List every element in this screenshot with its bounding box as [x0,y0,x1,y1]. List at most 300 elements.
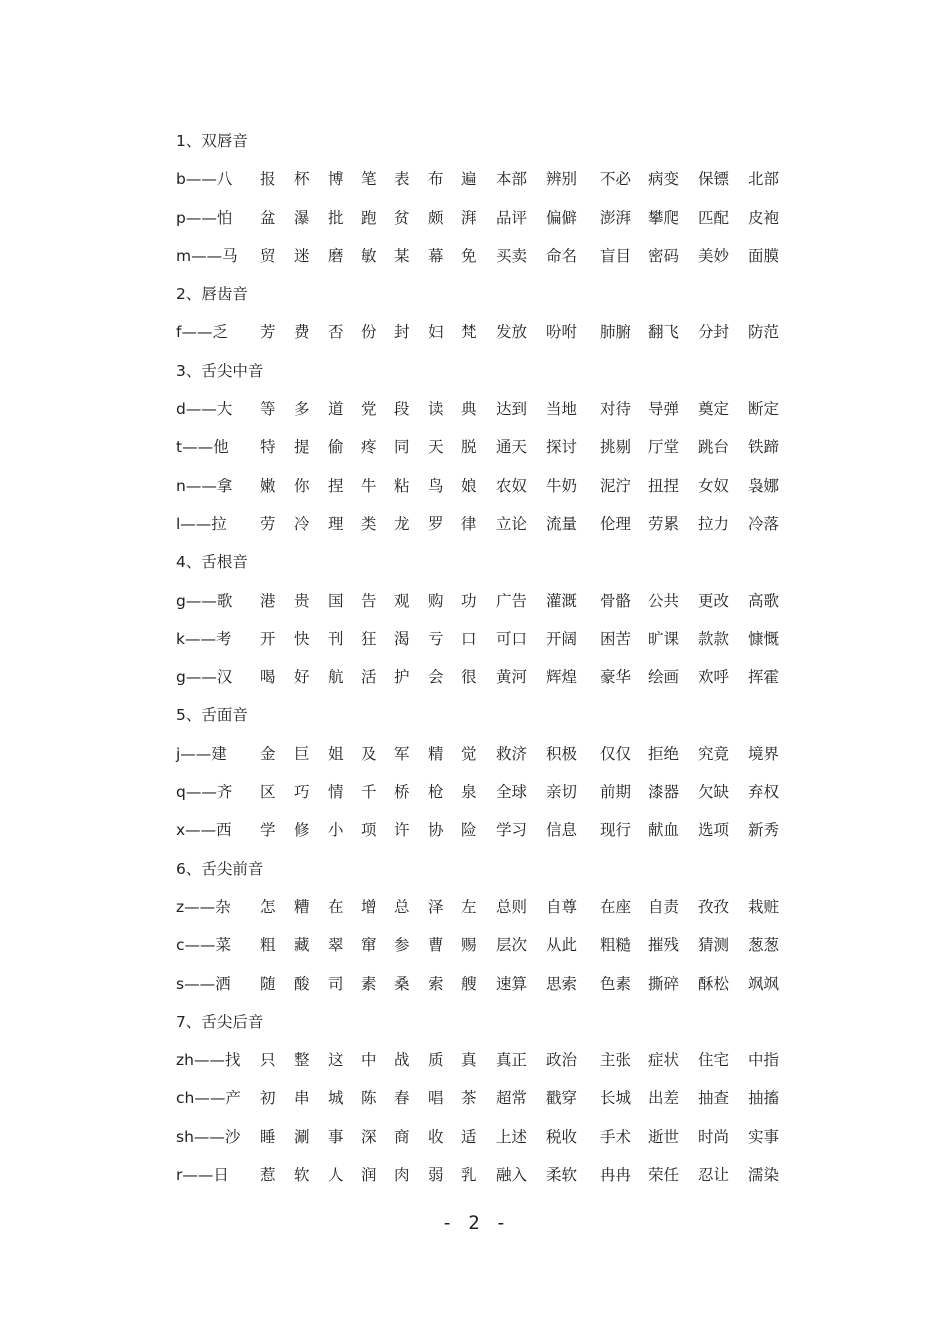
example-char: 盆 [260,208,276,227]
example-word: 品评 [496,208,528,227]
example-char: 适 [461,1127,477,1146]
example-word: 戳穿 [546,1089,578,1108]
example-char: 遍 [461,170,477,189]
pinyin-row [176,620,816,658]
example-char: 巨 [294,744,310,763]
example-word: 时尚 [698,1127,730,1146]
example-char: 喝 [260,668,276,687]
example-char: 串 [294,1089,310,1108]
example-char: 肉 [394,1166,410,1185]
pinyin-row [176,582,816,620]
example-word: 辨别 [546,170,578,189]
example-char: 偷 [328,438,344,457]
example-word: 猜测 [698,936,730,955]
example-char: 会 [428,668,444,687]
example-char: 粗 [260,936,276,955]
example-char: 协 [428,821,444,840]
section-heading: 4、舌根音 [176,553,248,572]
example-char: 军 [394,744,410,763]
example-char: 真 [461,1051,477,1070]
example-char: 口 [461,629,477,648]
example-word: 住宅 [698,1051,730,1070]
example-char: 巧 [294,783,310,802]
example-char: 艘 [461,974,477,993]
example-char: 整 [294,1051,310,1070]
example-word: 全球 [496,783,528,802]
example-char: 泉 [461,783,477,802]
example-word: 速算 [496,974,528,993]
example-word: 抽搐 [748,1089,780,1108]
example-word: 柔软 [546,1166,578,1185]
example-char: 贵 [294,591,310,610]
example-word: 救济 [496,744,528,763]
example-word: 总则 [496,897,528,916]
example-word: 保镖 [698,170,730,189]
pinyin-row [176,237,816,275]
example-word: 亲切 [546,783,578,802]
example-char: 博 [328,170,344,189]
example-char: 渴 [394,629,410,648]
example-char: 窜 [361,936,377,955]
example-char: 党 [361,400,377,419]
example-char: 特 [260,438,276,457]
example-word: 澎湃 [600,208,632,227]
example-word: 广告 [496,591,528,610]
example-word: 拒绝 [648,744,680,763]
example-char: 国 [328,591,344,610]
pinyin-row [176,160,816,198]
example-char: 随 [260,974,276,993]
example-word: 飒飒 [748,974,780,993]
example-char: 素 [361,974,377,993]
example-char: 冷 [294,514,310,533]
example-word: 可口 [496,629,528,648]
example-char: 很 [461,668,477,687]
example-word: 上述 [496,1127,528,1146]
example-word: 农奴 [496,476,528,495]
example-char: 瀑 [294,208,310,227]
example-char: 迷 [294,246,310,265]
example-word: 融入 [496,1166,528,1185]
example-char: 港 [260,591,276,610]
example-word: 探讨 [546,438,578,457]
pinyin-row [176,965,816,1003]
example-word: 献血 [648,821,680,840]
example-word: 学习 [496,821,528,840]
example-word: 冉冉 [600,1166,632,1185]
example-char: 某 [394,246,410,265]
example-word: 真正 [496,1051,528,1070]
example-word: 攀爬 [648,208,680,227]
example-word: 现行 [600,821,632,840]
initial-prefix: n——拿 [176,476,233,495]
example-word: 肺腑 [600,323,632,342]
example-word: 手术 [600,1127,632,1146]
initial-prefix: j——建 [176,744,227,763]
example-word: 政治 [546,1051,578,1070]
example-word: 酥松 [698,974,730,993]
example-word: 葱葱 [748,936,780,955]
example-char: 妇 [428,323,444,342]
example-char: 中 [361,1051,377,1070]
pinyin-row [176,313,816,351]
example-word: 款款 [698,629,730,648]
example-char: 枪 [428,783,444,802]
example-word: 命名 [546,246,578,265]
example-char: 在 [328,897,344,916]
pinyin-row [176,811,816,849]
example-word: 通天 [496,438,528,457]
section-heading: 5、舌面音 [176,706,248,725]
example-word: 仅仅 [600,744,632,763]
example-word: 逝世 [648,1127,680,1146]
example-char: 等 [260,400,276,419]
pinyin-row [176,467,816,505]
example-char: 读 [428,400,444,419]
example-word: 对待 [600,400,632,419]
section-heading: 2、唇齿音 [176,285,248,304]
example-char: 段 [394,400,410,419]
example-char: 梵 [461,323,477,342]
example-word: 立论 [496,514,528,533]
example-char: 险 [461,821,477,840]
example-char: 幕 [428,246,444,265]
example-char: 弱 [428,1166,444,1185]
example-word: 女奴 [698,476,730,495]
example-char: 茶 [461,1089,477,1108]
example-char: 贫 [394,208,410,227]
example-char: 增 [361,897,377,916]
pinyin-row [176,735,816,773]
example-word: 流量 [546,514,578,533]
pinyin-row [176,888,816,926]
initial-prefix: f——乏 [176,323,228,342]
initial-prefix: k——考 [176,629,232,648]
pinyin-row [176,1079,816,1117]
section-heading: 3、舌尖中音 [176,361,264,380]
example-word: 出差 [648,1089,680,1108]
example-char: 快 [294,629,310,648]
example-char: 磨 [328,246,344,265]
example-word: 高歌 [748,591,780,610]
example-word: 症状 [648,1051,680,1070]
example-word: 密码 [648,246,680,265]
example-char: 道 [328,400,344,419]
initial-prefix: l——拉 [176,514,227,533]
example-char: 姐 [328,744,344,763]
example-char: 城 [328,1089,344,1108]
initial-prefix: d——大 [176,400,233,419]
example-word: 主张 [600,1051,632,1070]
example-char: 鸟 [428,476,444,495]
example-char: 同 [394,438,410,457]
example-char: 航 [328,668,344,687]
example-char: 观 [394,591,410,610]
example-word: 当地 [546,400,578,419]
example-char: 免 [461,246,477,265]
example-char: 否 [328,323,344,342]
example-word: 境界 [748,744,780,763]
example-char: 软 [294,1166,310,1185]
example-char: 总 [394,897,410,916]
example-char: 陈 [361,1089,377,1108]
example-char: 战 [394,1051,410,1070]
example-char: 深 [361,1127,377,1146]
example-word: 挥霍 [748,668,780,687]
example-word: 辉煌 [546,668,578,687]
example-word: 公共 [648,591,680,610]
initial-prefix: p——怕 [176,208,233,227]
example-word: 孜孜 [698,897,730,916]
pinyin-row [176,505,816,543]
example-char: 嫩 [260,476,276,495]
example-char: 润 [361,1166,377,1185]
example-word: 开阔 [546,629,578,648]
example-char: 商 [394,1127,410,1146]
example-char: 春 [394,1089,410,1108]
example-char: 罗 [428,514,444,533]
example-word: 美妙 [698,246,730,265]
example-char: 湃 [461,208,477,227]
initial-prefix: ch——产 [176,1089,241,1108]
example-char: 许 [394,821,410,840]
example-word: 在座 [600,897,632,916]
pinyin-row [176,1041,816,1079]
example-char: 桑 [394,974,410,993]
example-char: 糟 [294,897,310,916]
example-word: 新秀 [748,821,780,840]
example-word: 慷慨 [748,629,780,648]
example-char: 质 [428,1051,444,1070]
example-char: 事 [328,1127,344,1146]
pinyin-row [176,390,816,428]
example-word: 思索 [546,974,578,993]
example-word: 实事 [748,1127,780,1146]
example-word: 病变 [648,170,680,189]
example-char: 表 [394,170,410,189]
example-word: 达到 [496,400,528,419]
example-word: 色素 [600,974,632,993]
example-char: 赐 [461,936,477,955]
example-word: 长城 [600,1089,632,1108]
example-word: 拉力 [698,514,730,533]
example-char: 报 [260,170,276,189]
initial-prefix: x——西 [176,821,232,840]
pinyin-row [176,1156,816,1194]
example-word: 买卖 [496,246,528,265]
example-char: 护 [394,668,410,687]
example-char: 封 [394,323,410,342]
example-word: 皮袍 [748,208,780,227]
example-char: 购 [428,591,444,610]
example-char: 芳 [260,323,276,342]
section-heading: 1、双唇音 [176,132,248,150]
example-char: 只 [260,1051,276,1070]
example-word: 前期 [600,783,632,802]
example-word: 劳累 [648,514,680,533]
example-word: 发放 [496,323,528,342]
example-word: 跳台 [698,438,730,457]
example-char: 桥 [394,783,410,802]
example-word: 摧残 [648,936,680,955]
example-char: 参 [394,936,410,955]
example-char: 提 [294,438,310,457]
example-word: 撕碎 [648,974,680,993]
initial-prefix: s——洒 [176,974,231,993]
example-word: 豪华 [600,668,632,687]
initial-prefix: c——菜 [176,936,232,955]
page-number: - 2 - [441,1212,509,1234]
example-char: 批 [328,208,344,227]
example-word: 自责 [648,897,680,916]
example-word: 盲目 [600,246,632,265]
example-char: 开 [260,629,276,648]
example-word: 中指 [748,1051,780,1070]
example-word: 分封 [698,323,730,342]
example-char: 酸 [294,974,310,993]
example-word: 厅堂 [648,438,680,457]
example-char: 颇 [428,208,444,227]
example-word: 伦理 [600,514,632,533]
section-heading: 6、舌尖前音 [176,859,264,878]
example-word: 信息 [546,821,578,840]
initial-prefix: sh——沙 [176,1127,241,1146]
example-char: 司 [328,974,344,993]
example-char: 活 [361,668,377,687]
example-word: 更改 [698,591,730,610]
example-word: 黄河 [496,668,528,687]
example-word: 扭捏 [648,476,680,495]
section-heading: 7、舌尖后音 [176,1012,264,1031]
example-char: 人 [328,1166,344,1185]
example-char: 劳 [260,514,276,533]
pinyin-row [176,1118,816,1156]
example-char: 杯 [294,170,310,189]
example-word: 漆器 [648,783,680,802]
example-char: 理 [328,514,344,533]
example-word: 荣任 [648,1166,680,1185]
example-char: 脱 [461,438,477,457]
pinyin-content [176,122,816,1194]
example-word: 积极 [546,744,578,763]
example-word: 匹配 [698,208,730,227]
example-word: 面膜 [748,246,780,265]
example-char: 唱 [428,1089,444,1108]
example-word: 奠定 [698,400,730,419]
example-word: 税收 [546,1127,578,1146]
example-char: 惹 [260,1166,276,1185]
example-word: 防范 [748,323,780,342]
example-word: 困苦 [600,629,632,648]
example-word: 导弹 [648,400,680,419]
example-word: 铁蹄 [748,438,780,457]
example-word: 冷落 [748,514,780,533]
example-word: 弃权 [748,783,780,802]
pinyin-row [176,773,816,811]
example-char: 费 [294,323,310,342]
example-char: 这 [328,1051,344,1070]
example-char: 初 [260,1089,276,1108]
example-char: 你 [294,476,310,495]
example-char: 亏 [428,629,444,648]
example-char: 乳 [461,1166,477,1185]
example-char: 情 [328,783,344,802]
initial-prefix: q——齐 [176,783,233,802]
example-char: 左 [461,897,477,916]
example-word: 自尊 [546,897,578,916]
example-char: 刊 [328,629,344,648]
example-char: 精 [428,744,444,763]
pinyin-row [176,199,816,237]
example-word: 绘画 [648,668,680,687]
example-char: 区 [260,783,276,802]
example-word: 层次 [496,936,528,955]
example-char: 索 [428,974,444,993]
initial-prefix: g——歌 [176,591,233,610]
example-char: 多 [294,400,310,419]
example-word: 选项 [698,821,730,840]
pinyin-row [176,428,816,466]
example-word: 吩咐 [546,323,578,342]
initial-prefix: z——杂 [176,897,231,916]
example-word: 旷课 [648,629,680,648]
example-word: 栽赃 [748,897,780,916]
example-word: 北部 [748,170,780,189]
example-char: 娘 [461,476,477,495]
example-char: 翠 [328,936,344,955]
example-char: 粘 [394,476,410,495]
example-char: 金 [260,744,276,763]
example-char: 天 [428,438,444,457]
example-word: 濡染 [748,1166,780,1185]
example-word: 忍让 [698,1166,730,1185]
example-word: 袅娜 [748,476,780,495]
example-char: 好 [294,668,310,687]
example-word: 骨骼 [600,591,632,610]
example-char: 笔 [361,170,377,189]
example-word: 偏僻 [546,208,578,227]
initial-prefix: zh——找 [176,1051,241,1070]
example-char: 牛 [361,476,377,495]
example-word: 不必 [600,170,632,189]
example-char: 及 [361,744,377,763]
example-char: 贸 [260,246,276,265]
example-char: 跑 [361,208,377,227]
example-word: 本部 [496,170,528,189]
example-word: 超常 [496,1089,528,1108]
example-char: 睡 [260,1127,276,1146]
example-char: 学 [260,821,276,840]
pinyin-row [176,926,816,964]
example-char: 项 [361,821,377,840]
example-char: 狂 [361,629,377,648]
example-char: 捏 [328,476,344,495]
example-char: 律 [461,514,477,533]
example-char: 功 [461,591,477,610]
example-word: 粗糙 [600,936,632,955]
example-word: 欢呼 [698,668,730,687]
pinyin-row [176,658,816,696]
example-char: 小 [328,821,344,840]
example-char: 修 [294,821,310,840]
initial-prefix: b——八 [176,170,233,189]
example-char: 敏 [361,246,377,265]
example-word: 灌溉 [546,591,578,610]
example-word: 翻飞 [648,323,680,342]
example-char: 告 [361,591,377,610]
example-char: 觉 [461,744,477,763]
example-word: 究竟 [698,744,730,763]
